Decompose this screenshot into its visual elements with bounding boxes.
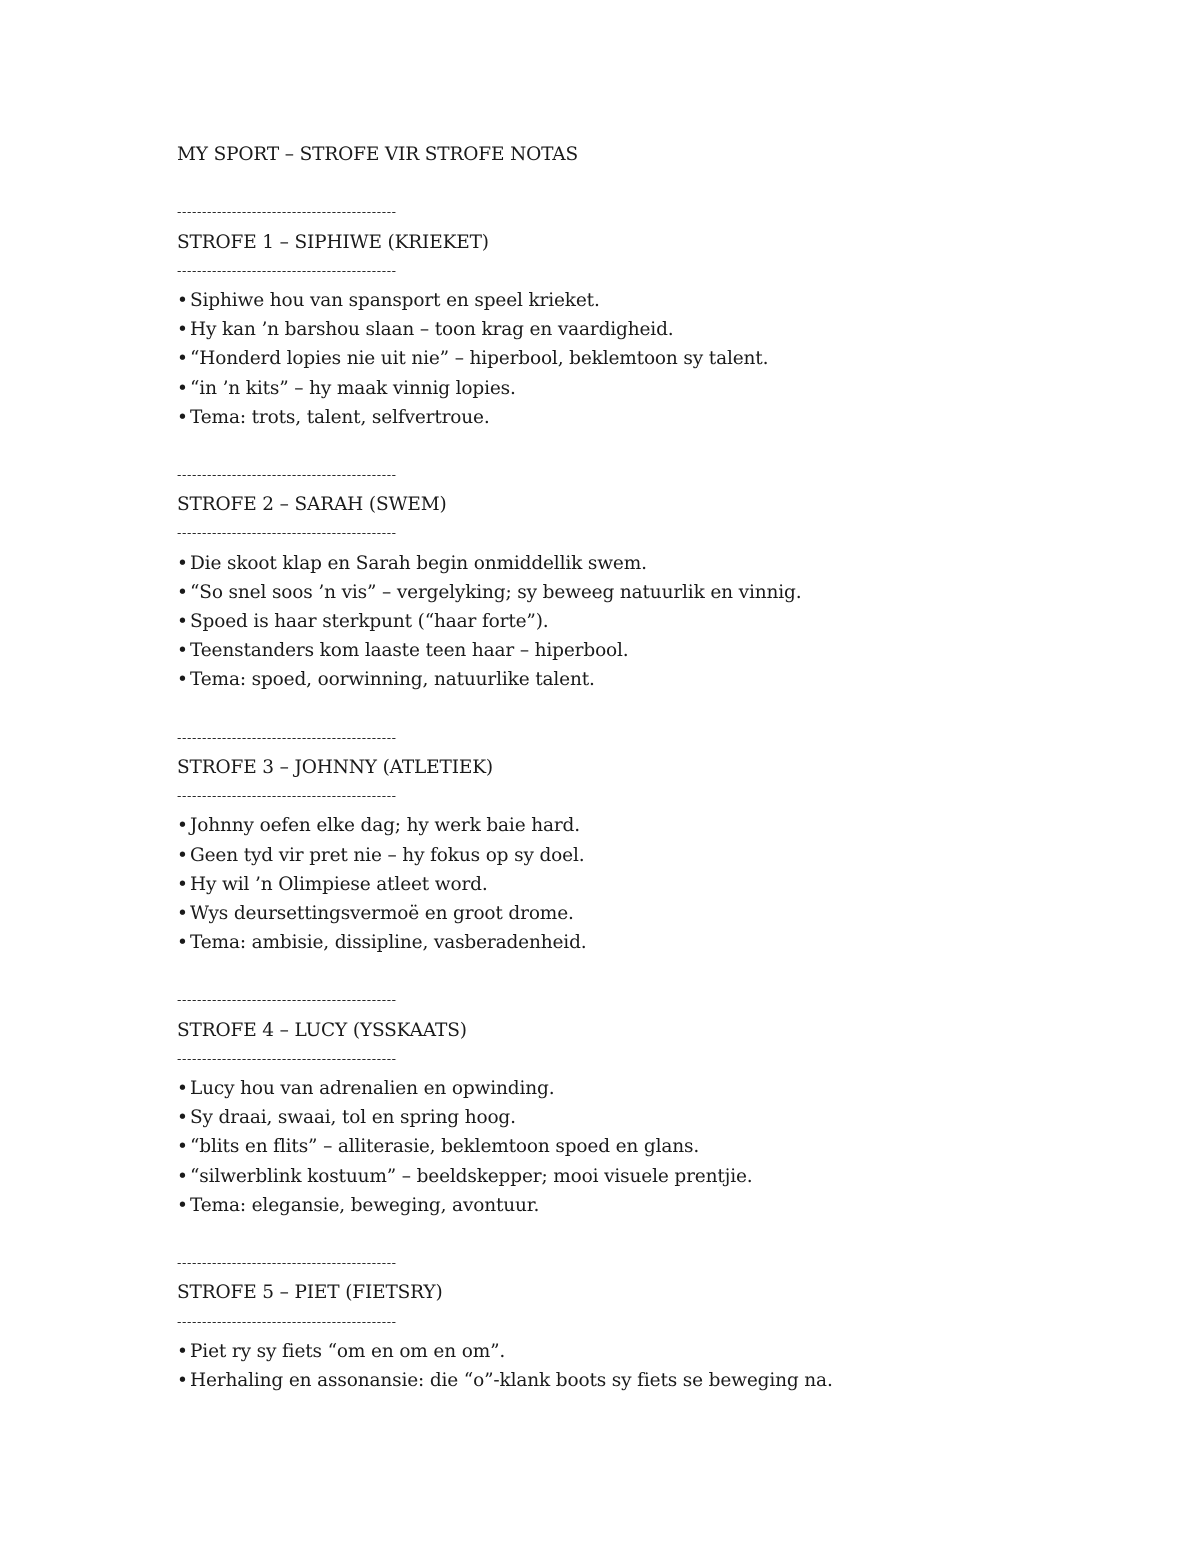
list-item-text: Hy wil ’n Olimpiese atleet word. [190, 873, 488, 895]
list-item-text: Wys deursettingsvermoë en groot drome. [190, 902, 574, 924]
section-heading: STROFE 5 – PIET (FIETSRY) [177, 1282, 443, 1304]
list-item [177, 549, 1137, 578]
list-item-text: “in ’n kits” – hy maak vinnig lopies. [190, 377, 516, 399]
bullet-icon: • [177, 1078, 188, 1099]
section-heading: STROFE 4 – LUCY (YSSKAATS) [177, 1019, 467, 1041]
spacer [177, 432, 1137, 461]
bullet-icon: • [177, 611, 188, 632]
divider-line: -------------------------------------------- [177, 730, 397, 746]
list-item-text: Die skoot klap en Sarah begin onmiddellik swem. [190, 552, 647, 574]
bullet-icon: • [177, 1165, 188, 1187]
bullet-icon: • [177, 1107, 188, 1129]
list-item-text: “silwerblink kostuum” – beeldskepper; mooi visuele prentjie. [190, 1165, 753, 1187]
section-heading: STROFE 2 – SARAH (SWEM) [177, 494, 447, 516]
list-item [177, 403, 1137, 432]
list-item [177, 1366, 1137, 1395]
divider-line: -------------------------------------------- [177, 263, 397, 279]
bullet-icon: • [177, 844, 188, 866]
section-strofe-4 [177, 986, 1137, 1249]
list-item-text: Herhaling en assonansie: die “o”-klank boots sy fiets se beweging na. [190, 1369, 833, 1391]
section-strofe-3 [177, 724, 1137, 987]
list-item [177, 578, 1137, 607]
section-strofe-5 [177, 1249, 1137, 1395]
list-item-text: Tema: elegansie, beweging, avontuur. [190, 1194, 540, 1216]
bullet-icon: • [177, 1136, 188, 1158]
list-item [177, 1191, 1137, 1220]
list-item [177, 1337, 1137, 1366]
list-item-text: Teenstanders kom laaste teen haar – hiperbool. [190, 640, 629, 662]
bullet-icon: • [177, 669, 188, 691]
list-item [177, 344, 1137, 373]
list-item-text: Sy draai, swaai, tol en spring hoog. [190, 1107, 516, 1129]
section-strofe-2 [177, 461, 1137, 724]
list-item [177, 1162, 1137, 1191]
list-item [177, 811, 1137, 840]
list-item-text: Siphiwe hou van spansport en speel krieket. [190, 289, 600, 311]
divider-line: -------------------------------------------- [177, 468, 397, 484]
bullet-icon: • [177, 902, 188, 924]
list-item [177, 286, 1137, 315]
list-item [177, 899, 1137, 928]
list-item-text: Tema: trots, talent, selfvertroue. [190, 406, 490, 428]
list-item-text: Tema: ambisie, dissipline, vasberadenheid. [190, 932, 587, 954]
list-item [177, 1103, 1137, 1132]
list-item [177, 841, 1137, 870]
list-item [177, 374, 1137, 403]
list-item-text: Geen tyd vir pret nie – hy fokus op sy doel. [190, 844, 585, 866]
bullet-icon: • [177, 640, 188, 662]
divider-line: -------------------------------------------- [177, 1051, 397, 1067]
bullet-icon: • [177, 552, 188, 574]
divider-line: -------------------------------------------- [177, 1314, 397, 1330]
spacer [177, 957, 1137, 986]
divider-line: -------------------------------------------- [177, 526, 397, 542]
bullet-icon: • [177, 377, 188, 399]
bullet-icon: • [177, 1340, 188, 1362]
bullet-icon: • [177, 289, 188, 311]
list-item-text: “So snel soos ’n vis” – vergelyking; sy beweeg natuurlik en vinnig. [190, 581, 802, 603]
list-item [177, 1132, 1137, 1161]
list-item-text: Lucy hou van adrenalien en opwinding. [190, 1078, 555, 1099]
list-item-text: Johnny oefen elke dag; hy werk baie hard. [190, 815, 580, 837]
list-item-text: Hy kan ’n barshou slaan – toon krag en vaardigheid. [190, 319, 674, 341]
bullet-icon: • [177, 1194, 188, 1216]
list-item [177, 1074, 1137, 1103]
bullet-icon: • [177, 581, 188, 603]
bullet-icon: • [177, 815, 188, 837]
spacer [177, 169, 1137, 198]
divider-line: -------------------------------------------- [177, 205, 397, 221]
list-item-text: Spoed is haar sterkpunt (“haar forte”). [190, 611, 549, 632]
section-heading: STROFE 1 – SIPHIWE (KRIEKET) [177, 231, 489, 253]
divider-line: -------------------------------------------- [177, 993, 397, 1009]
list-item [177, 928, 1137, 957]
list-item-text: Piet ry sy fiets “om en om en om”. [190, 1340, 506, 1362]
section-heading: STROFE 3 – JOHNNY (ATLETIEK) [177, 756, 493, 778]
divider-line: -------------------------------------------- [177, 1256, 397, 1272]
bullet-icon: • [177, 932, 188, 954]
section-strofe-1 [177, 198, 1137, 461]
divider-line: -------------------------------------------- [177, 789, 397, 805]
list-item-text: “blits en flits” – alliterasie, beklemtoon spoed en glans. [190, 1136, 700, 1158]
spacer [177, 1220, 1137, 1249]
list-item-text: Tema: spoed, oorwinning, natuurlike talent. [190, 669, 595, 691]
list-item-text: “Honderd lopies nie uit nie” – hiperbool, beklemtoon sy talent. [190, 348, 769, 370]
document-title: MY SPORT – STROFE VIR STROFE NOTAS [177, 144, 579, 165]
list-item [177, 315, 1137, 344]
list-item [177, 607, 1137, 636]
document-page [177, 140, 1137, 1395]
list-item [177, 665, 1137, 694]
spacer [177, 695, 1137, 724]
bullet-icon: • [177, 873, 188, 895]
list-item [177, 870, 1137, 899]
bullet-icon: • [177, 1369, 188, 1391]
bullet-icon: • [177, 348, 188, 370]
list-item [177, 636, 1137, 665]
bullet-icon: • [177, 406, 188, 428]
bullet-icon: • [177, 319, 188, 341]
